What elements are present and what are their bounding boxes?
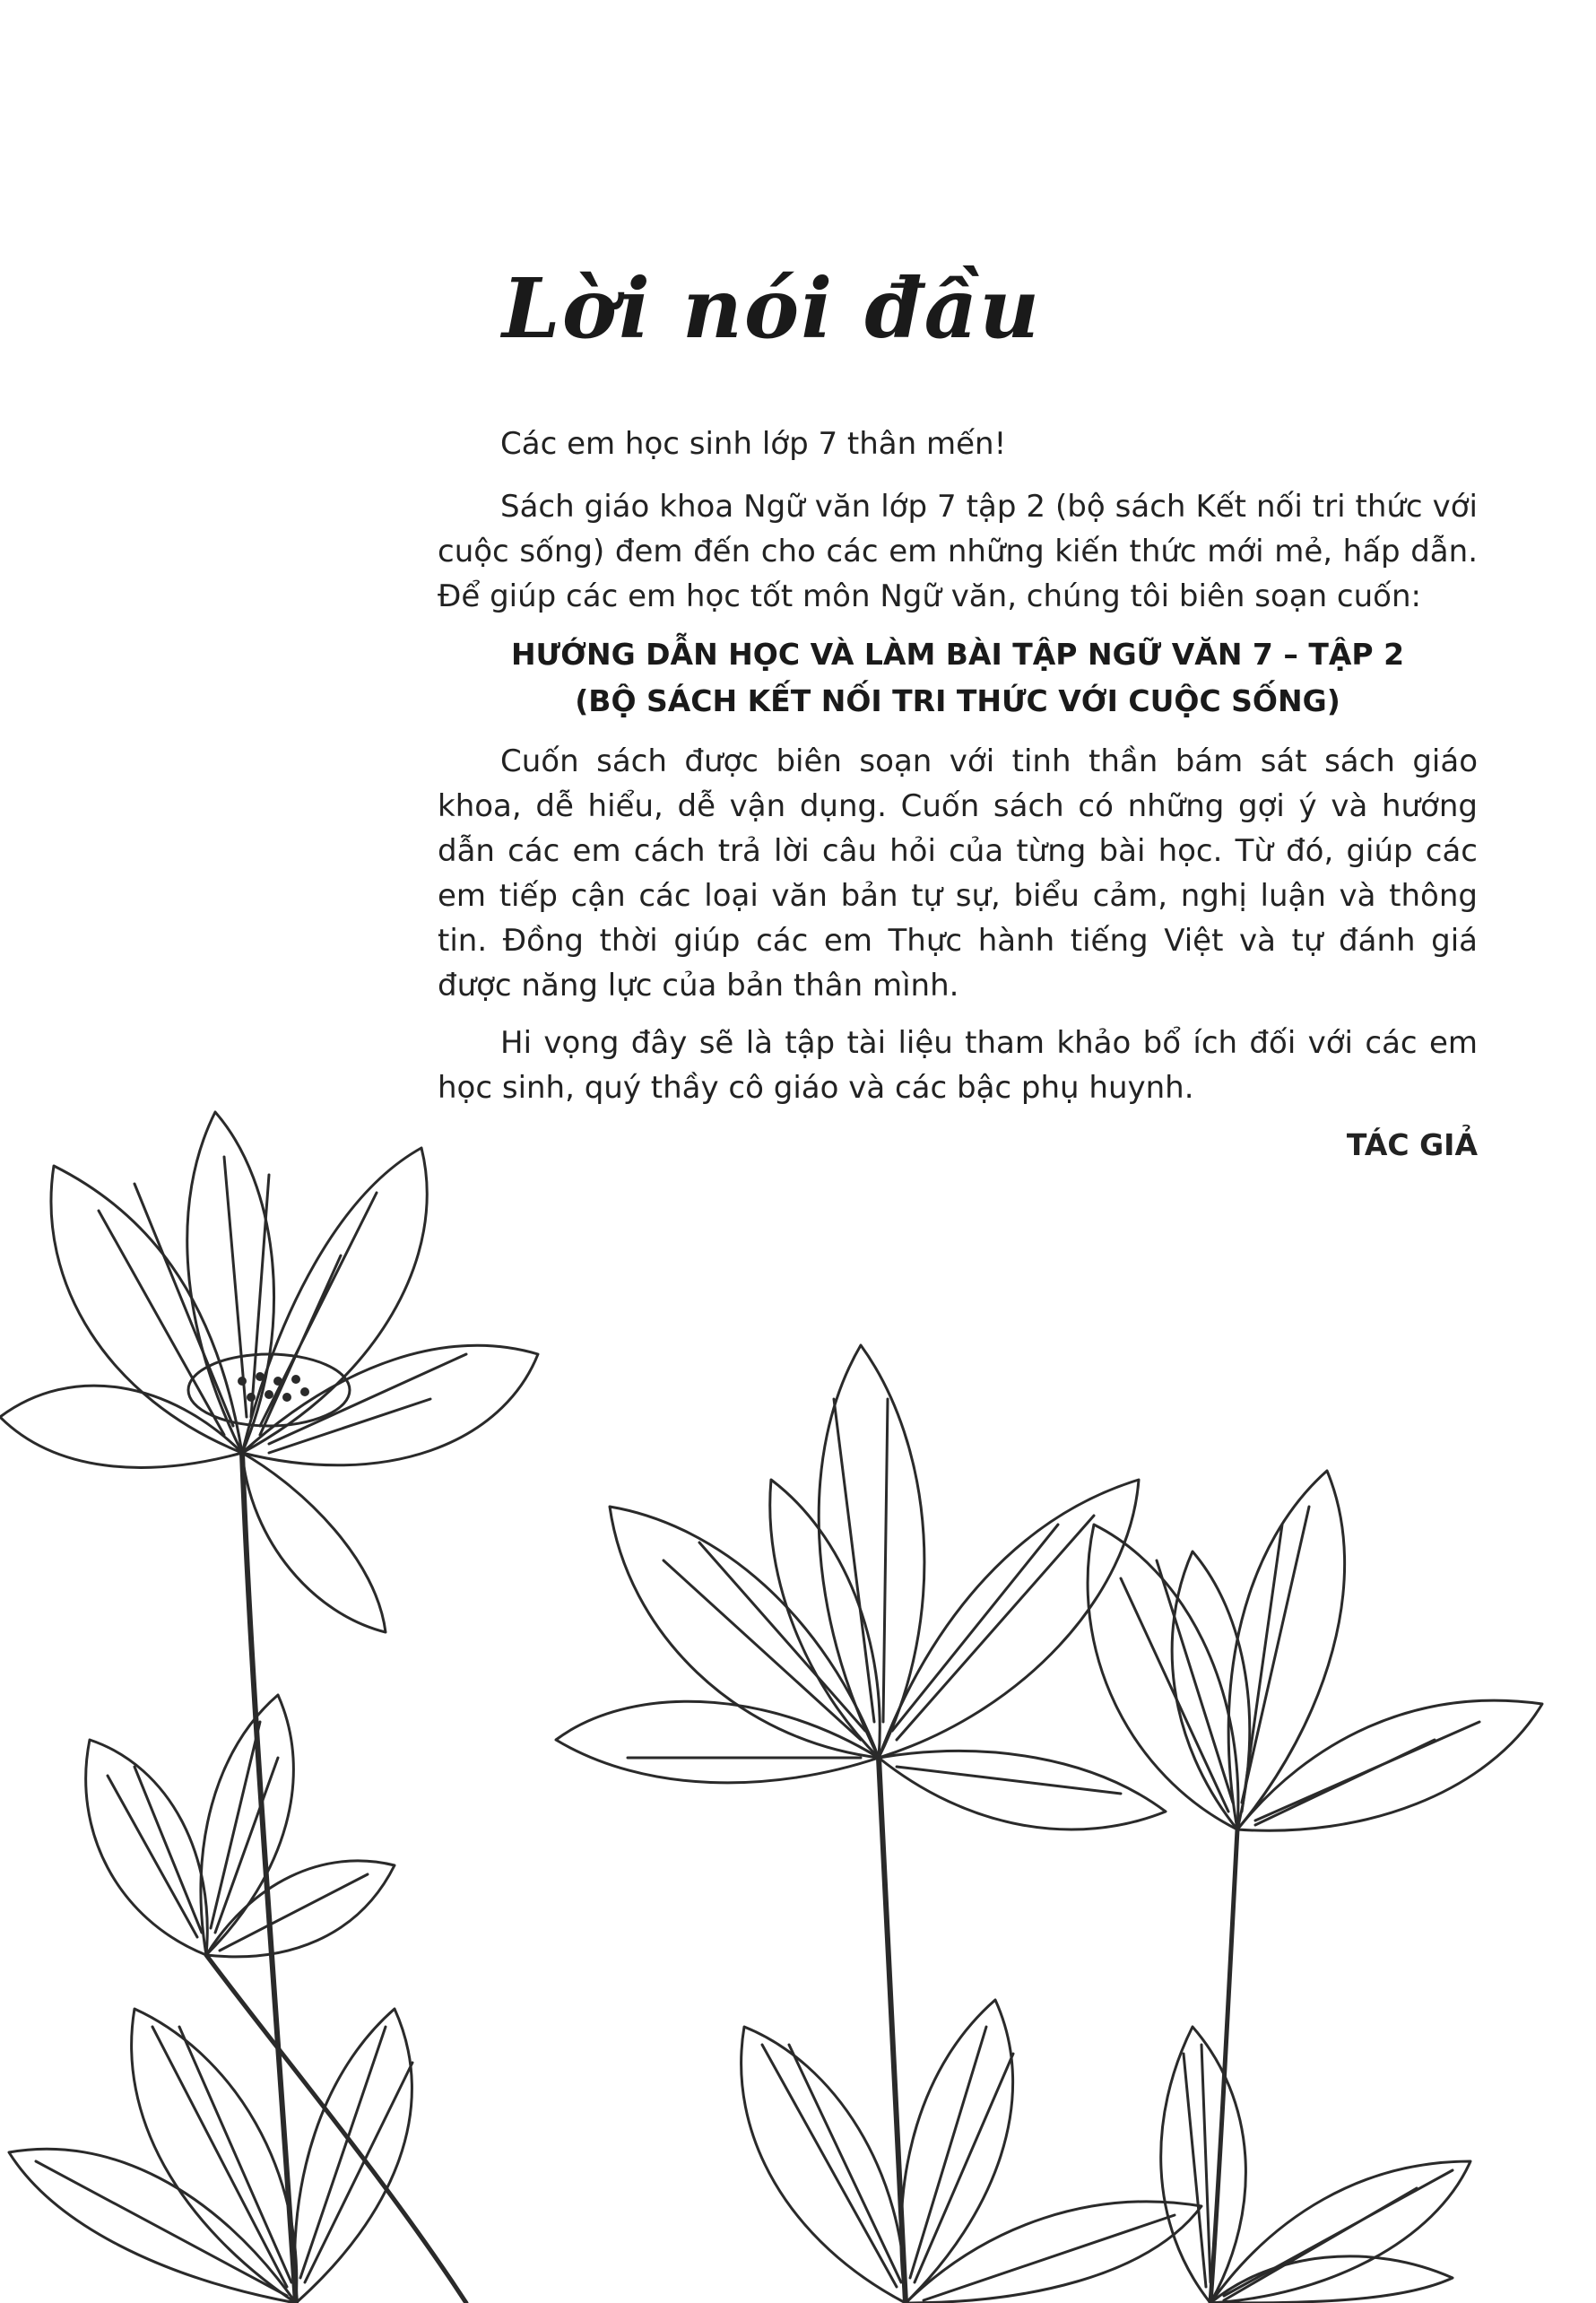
intro-paragraph: Sách giáo khoa Ngữ văn lớp 7 tập 2 (bộ sách Kết nối tri thức với cuộc sống) đem đến cho các em những kiến thức mới mẻ, hấp dẫn. Để giúp các em học tốt môn Ngữ văn, chúng tôi biên soạn cuốn: [438,489,1478,614]
page-title: Lời nói đầu [502,260,1042,357]
lotus-bottom-center [742,2000,1201,2303]
lotus-open-large [0,1112,538,1632]
book-title-line-1: HƯỚNG DẪN HỌC VÀ LÀM BÀI TẬP NGỮ VĂN 7 – TẬP 2 [510,637,1405,672]
stem-4 [1210,1829,1237,2303]
lotus-illustration [0,1058,1596,2303]
author-signature: TÁC GIẢ [1346,1127,1478,1162]
greeting-paragraph: Các em học sinh lớp 7 thân mến! [500,426,1007,462]
closing-paragraph: Hi vọng đây sẽ là tập tài liệu tham khảo bổ ích đối với các em học sinh, quý thầy cô giáo và các bậc phụ huynh. [438,1025,1478,1106]
lotus-right [1088,1471,1542,1830]
lotus-bottom-right [1161,2027,1470,2303]
book-title-line-2: (BỘ SÁCH KẾT NỐI TRI THỨC VỚI CUỘC SỐNG) [575,683,1340,718]
preface-text [438,421,1478,1168]
stem-3 [206,1955,466,2303]
lotus-bottom-left [9,2009,412,2303]
book-title-block [438,631,1478,725]
body-paragraph: Cuốn sách được biên soạn với tinh thần bám sát sách giáo khoa, dễ hiểu, dễ vận dụng. Cuốn sách có những gợi ý và hướng dẫn các em cách trả lời câu hỏi của từng bài học. Từ đó, giúp các em tiếp cận các loại văn bản tự sự, biểu cảm, nghị luận và thông tin. Đồng thời giúp các em Thực hành tiếng Việt và tự đánh giá được năng lực của bản thân mình. [438,743,1478,1004]
lotus-center [556,1345,1166,1829]
lotus-bud-left [86,1695,395,1957]
